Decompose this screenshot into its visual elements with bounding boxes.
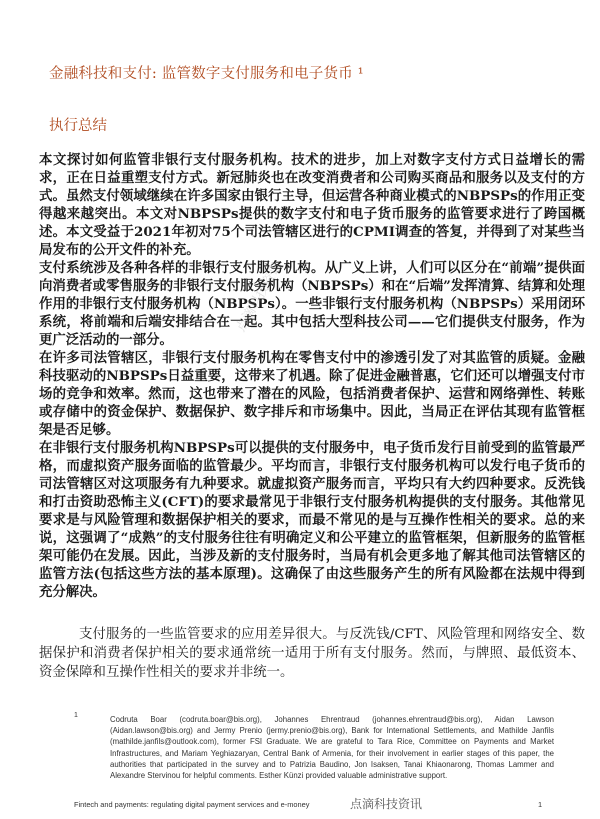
- footnote-text: Codruta Boar (codruta.boar@bis.org), Johannes Ehrentraud (johannes.ehrentraud@bis.org), Aidan Lawson (Aidan.lawson@bis.org) and Jermy Prenio (jermy.prenio@bis.org), Bank for International Settlements, and Mathilde Janfils (mathilde.janfils@outlook.com), former FSI Graduate. We are grateful to Tara Rice, Committee on Payments and Market Infrastructures, and Mariam Yeghiazaryan, Central Bank of Armenia, for their involvement in earlier stages of this paper, the authorities that participated in the survey and to Patrizia Baudino, Jon Isaksen, Tanai Khiaonarong, Thomas Lammer and Alexandre Stervinou for helpful comments. Esther Künzi provided valuable administrative support.: [110, 715, 554, 781]
- paragraph-4: 在非银行支付服务机构NBPSPs可以提供的支付服务中，电子货币发行目前受到的监管最严格，而虚拟资产服务面临的监管最少。平均而言，非银行支付服务机构可以发行电子货币的司法管辖区对这项服务有九种要求。就虚拟资产服务而言，平均只有大约四种要求。反洗钱和打击资助恐怖主义(CFT)的要求最常见于非银行支付服务机构提供的支付服务。其他常见要求是与风险管理和数据保护相关的要求，而最不常见的是与互操作性相关的要求。总的来说，这强调了“成熟”的支付服务往往有明确定义和公平建立的监管框架，但新服务的监管框架可能仍在发展。因此，当涉及新的支付服务时，当局有机会更多地了解其他司法管辖区的监管方法(包括这些方法的基本原理)。这确保了由这些服务产生的所有风险都在法规中得到充分解决。: [39, 440, 585, 600]
- section-heading: 执行总结: [49, 118, 107, 134]
- paragraph-1: 本文探讨如何监管非银行支付服务机构。技术的进步，加上对数字支付方式日益增长的需求，正在日益重塑支付方式。新冠肺炎也在改变消费者和公司购买商品和服务以及支付的方式。虽然支付领域继续在许多国家由银行主导，但运营各种商业模式的NBPSPs的作用正变得越来越突出。本文对NBPSPs提供的数字支付和电子货币服务的监管要求进行了跨国概述。本文受益于2021年初对75个司法管辖区进行的CPMI调查的答复，并得到了对某些当局发布的公开文件的补充。: [39, 152, 585, 258]
- footer-title: Fintech and payments: regulating digital payment services and e-money: [74, 800, 310, 809]
- page-number: 1: [538, 800, 543, 809]
- footnote: [74, 714, 554, 781]
- paragraph-3: 在许多司法管辖区，非银行支付服务机构在零售支付中的渗透引发了对其监管的质疑。金融科技驱动的NBPSPs日益重要，这带来了机遇。除了促进金融普惠，它们还可以增强支付市场的竞争和效率。然而，这也带来了潜在的风险，包括消费者保护、运营和网络弹性、转账或存储中的资金保护、数据保护、数字排斥和市场集中。因此，当局正在评估其现有监管框架是否足够。: [39, 350, 585, 438]
- paragraph-5: 支付服务的一些监管要求的应用差异很大。与反洗钱/CFT、风险管理和网络安全、数据保护和消费者保护相关的要求通常统一适用于所有支付服务。然而，与牌照、最低资本、资金保障和互操作性相关的要求并非统一。: [39, 627, 585, 680]
- watermark: 点滴科技资讯: [233, 259, 286, 335]
- footnote-mark: 1: [74, 712, 78, 719]
- executive-summary-body: [39, 151, 585, 601]
- document-title: 金融科技和支付: 监管数字支付服务和电子货币 ¹: [49, 66, 364, 82]
- paragraph-2: 支付系统涉及各种各样的非银行支付服务机构。从广义上讲，人们可以区分在“前端”提供面向消费者或零售服务的非银行支付服务机构（NBPSPs）和在“后端”发挥清算、结算和处理作用的非银行支付服务机构（NBPSPs）。一些非银行支付服务机构（NBPSPs）采用闭环系统，将前端和后端安排结合在一起。其中包括大型科技公司——它们提供支付服务，作为更广泛活动的一部分。: [39, 260, 585, 348]
- footer-watermark-label: 点滴科技资讯: [350, 797, 423, 811]
